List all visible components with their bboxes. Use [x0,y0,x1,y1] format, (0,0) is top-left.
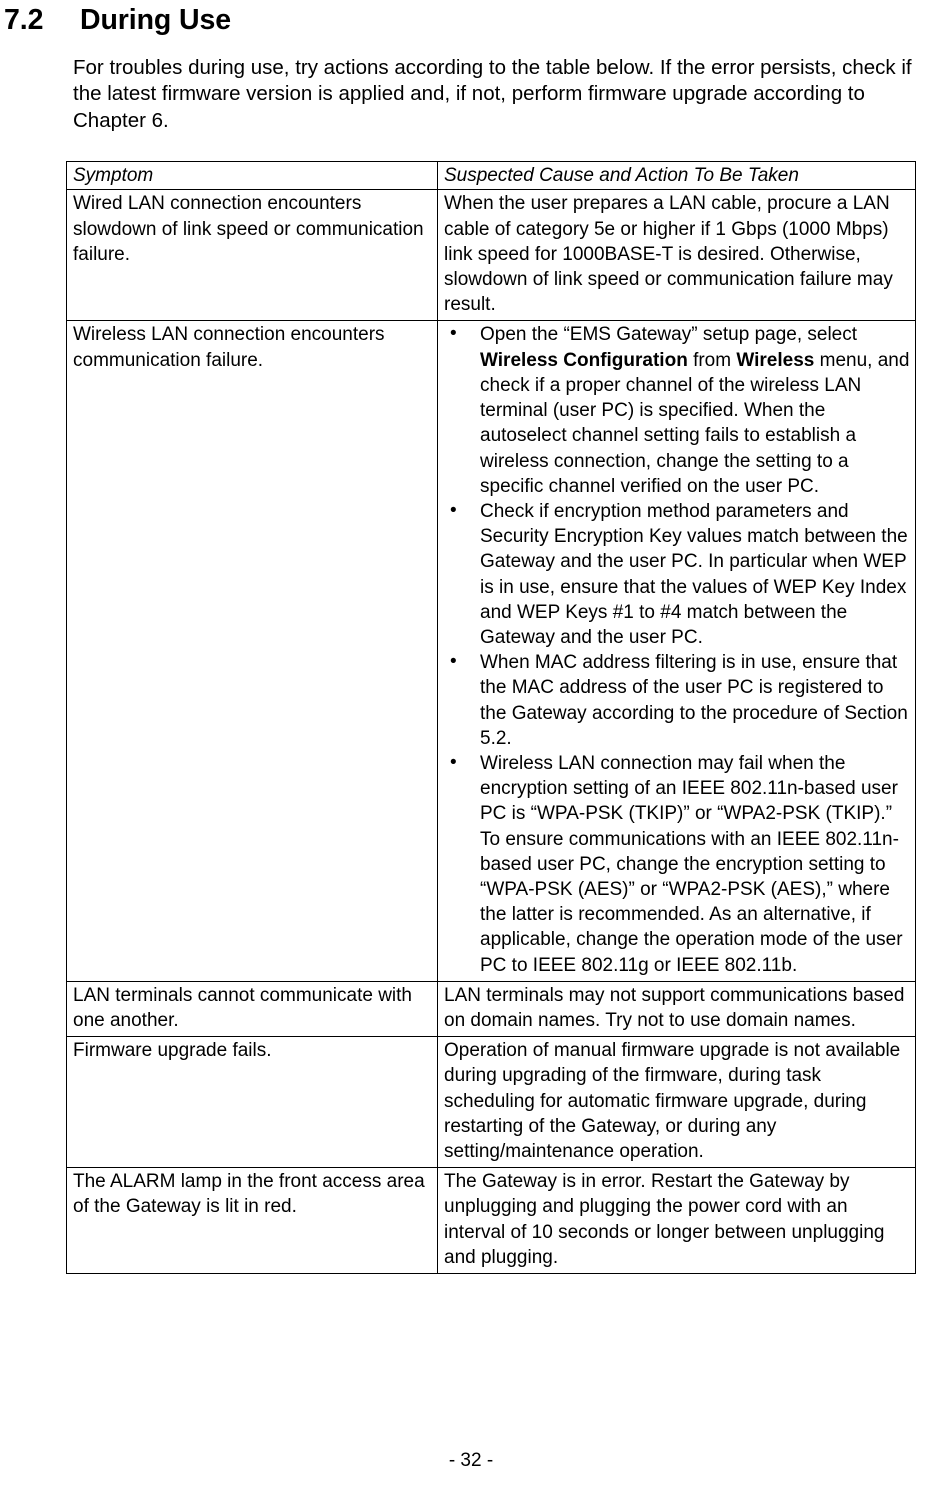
bullet-text-bold: Wireless [736,349,815,371]
cell-cause: The Gateway is in error. Restart the Gateway by unplugging and plugging the power cord with an interval of 10 seconds or longer between unplugging and plugging. [438,1168,916,1274]
intro-paragraph: For troubles during use, try actions according to the table below. If the error persists, check if the latest firmware version is applied and, if not, perform firmware upgrade according to Chapter 6. [73,55,912,132]
table-header [67,162,916,190]
section-number: 7.2 [4,4,44,36]
cell-cause: When the user prepares a LAN cable, procure a LAN cable of category 5e or higher if 1 Gbps (1000 Mbps) link speed for 1000BASE-T is desired. Otherwise, slowdown of link speed or communication failure may result. [438,190,916,321]
table-row [67,190,916,321]
table-header-row [67,162,916,190]
cell-symptom: LAN terminals cannot communicate with one another. [67,981,438,1036]
bullet-text-part: Open the “EMS Gateway” setup page, select [480,324,858,346]
cell-symptom: Wireless LAN connection encounters communication failure. [67,321,438,981]
cell-symptom: Firmware upgrade fails. [67,1037,438,1168]
page-footer [0,1449,942,1473]
bullet-text-part: menu, and check if a proper channel of the wireless LAN terminal (user PC) is specified. When the autoselect channel setting fails to establish a wireless connection, change the setting to a specific channel verified on the user PC. [480,349,910,497]
page-number: - 32 - [448,1450,494,1471]
column-header-symptom: Symptom [67,162,438,190]
troubleshooting-table [66,161,916,1274]
bullet-text-part: from [687,349,737,371]
page-title [0,0,942,37]
table-body [67,190,916,1274]
cell-symptom: Wired LAN connection encounters slowdown of link speed or communication failure. [67,190,438,321]
bullet-text-bold: Wireless Configuration [480,349,688,371]
table-row [67,1168,916,1274]
troubleshooting-table-wrapper [0,161,942,1274]
list-item: • Check if encryption method parameters and Security Encryption Key values match between the Gateway and the user PC. In particular when WEP is in use, ensure that the values of WEP Key Index and WEP Keys #1 to #4 match between the Gateway and the user PC. [444,499,910,650]
table-row [67,981,916,1036]
cell-cause [438,321,916,981]
list-item: • Wireless LAN connection may fail when the encryption setting of an IEEE 802.11n-based user PC is “WPA-PSK (TKIP)” or “WPA2-PSK (TKIP).” To ensure communications with an IEEE 802.11n-based user PC, change the encryption setting to “WPA-PSK (AES)” or “WPA2-PSK (AES),” where the latter is recommended. As an alternative, if applicable, change the operation mode of the user PC to IEEE 802.11g or IEEE 802.11b. [444,751,910,978]
cell-cause: LAN terminals may not support communications based on domain names. Try not to use domain names. [438,981,916,1036]
list-item: • When MAC address filtering is in use, ensure that the MAC address of the user PC is registered to the Gateway according to the procedure of Section 5.2. [444,650,910,751]
table-row [67,321,916,981]
action-bullet-list [444,322,910,977]
section-title: During Use [80,4,232,36]
table-row [67,1037,916,1168]
cell-cause: Operation of manual firmware upgrade is not available during upgrading of the firmware, during task scheduling for automatic firmware upgrade, during restarting of the Gateway, or during any setting/maintenance operation. [438,1037,916,1168]
column-header-cause: Suspected Cause and Action To Be Taken [438,162,916,190]
list-item [444,322,910,498]
cell-symptom: The ALARM lamp in the front access area of the Gateway is lit in red. [67,1168,438,1274]
